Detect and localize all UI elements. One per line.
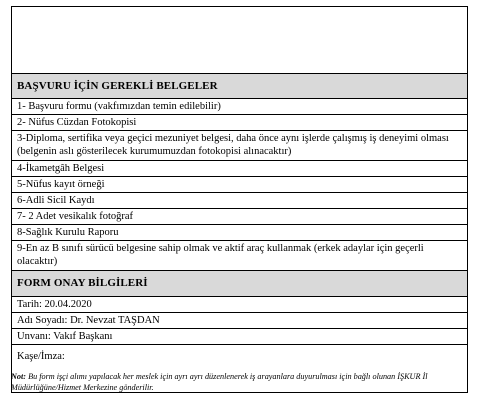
approval-name: Adı Soyadı: Dr. Nevzat TAŞDAN xyxy=(12,313,467,329)
required-doc-item: 5-Nüfus kayıt örneği xyxy=(12,177,467,193)
approval-stamp-signature: Kaşe/İmza: xyxy=(17,351,65,362)
approval-title: Unvanı: Vakıf Başkanı xyxy=(12,329,467,345)
required-doc-item: 4-İkametgâh Belgesi xyxy=(12,161,467,177)
required-doc-item: 1- Başvuru formu (vakfımızdan temin edilebilir) xyxy=(12,99,467,115)
required-doc-item: 9-En az B sınıfı sürücü belgesine sahip olmak ve aktif araç kullanmak (erkek adaylar için geçerli olacaktır) xyxy=(12,241,467,271)
blank-header-area xyxy=(12,7,467,74)
footnote xyxy=(11,371,471,393)
application-form-table xyxy=(11,6,468,393)
footnote-text: Bu form işçi alımı yapılacak her meslek için ayrı ayrı düzenlenerek iş arayanlara duyurulması için bağlı olunan İŞKUR İl Müdürlüğüne/Hizmet Merkezine gönderilir. xyxy=(11,372,428,392)
required-doc-item: 8-Sağlık Kurulu Raporu xyxy=(12,225,467,241)
approval-date: Tarih: 20.04.2020 xyxy=(12,297,467,313)
required-doc-item: 7- 2 Adet vesikalık fotoğraf xyxy=(12,209,467,225)
footnote-label: Not: xyxy=(11,372,27,381)
required-doc-item: 2- Nüfus Cüzdan Fotokopisi xyxy=(12,115,467,131)
required-doc-item: 6-Adli Sicil Kaydı xyxy=(12,193,467,209)
required-docs-header: BAŞVURU İÇİN GEREKLİ BELGELER xyxy=(12,74,467,99)
approval-header: FORM ONAY BİLGİLERİ xyxy=(12,271,467,297)
required-doc-item: 3-Diploma, sertifika veya geçici mezuniyet belgesi, daha önce aynı işlerde çalışmış iş deneyimi olması (belgenin aslı gösterilecek kurumumuzdan fotokopisi alınacaktır) xyxy=(12,131,467,161)
